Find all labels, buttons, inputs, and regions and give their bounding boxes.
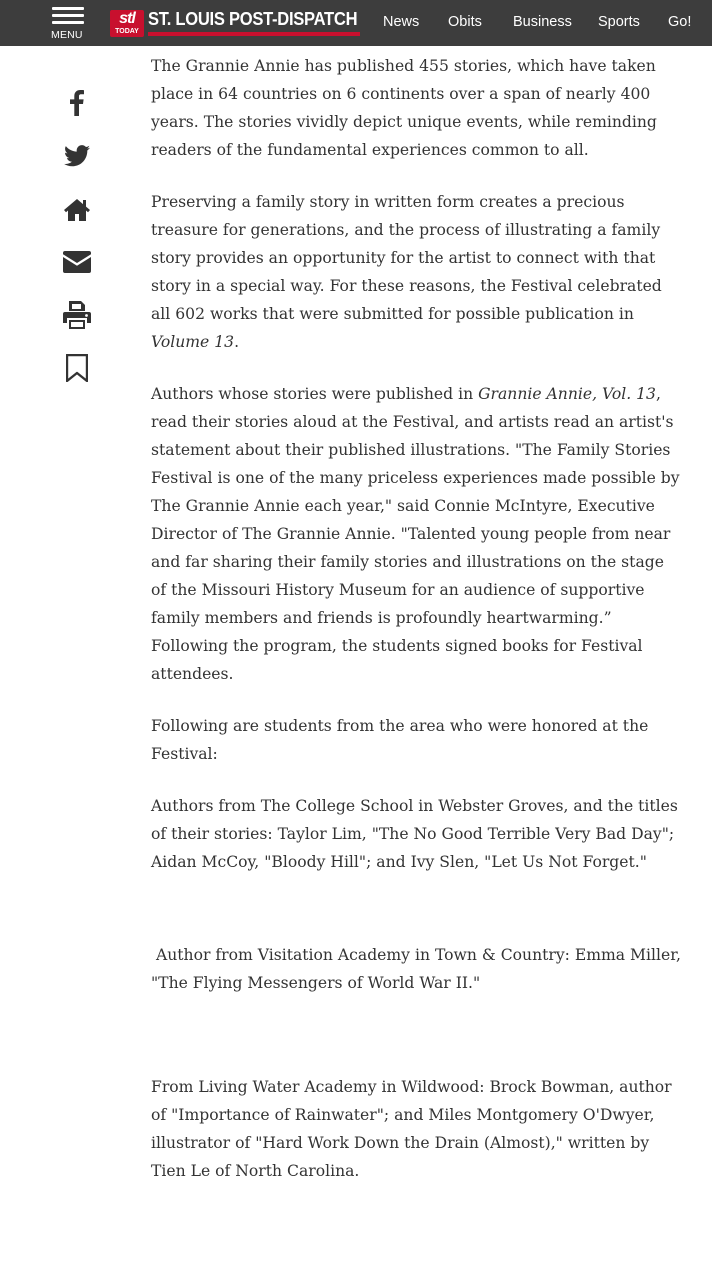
nav-item-obits[interactable]: Obits [448,14,482,30]
menu-button[interactable] [51,6,85,42]
article-paragraph-7: From Living Water Academy in Wildwood: Brock Bowman, author of "Importance of Rainwater"; and Miles Montgomery O'Dwyer, illustrator of "Hard Work Down the Drain (Almost)," written by Tien Le of North Carolina. [151,1078,672,1180]
article-paragraph-5: Authors from The College School in Webster Groves, and the titles of their stories: Taylor Lim, "The No Good Terrible Very Bad Day"; Aidan McCoy, "Bloody Hill"; and Ivy Slen, "Let Us Not Forget." [151,797,678,871]
print-button[interactable] [56,295,98,335]
article-body [151,52,681,1185]
bookmark-button[interactable] [56,348,98,388]
menu-label: MENU [51,29,83,41]
paragraph-2-end: . [234,333,240,351]
grannie-annie-vol-13-title: Grannie Annie, Vol. 13 [478,385,656,403]
hamburger-icon [52,6,84,26]
paragraph-3-rest: , read their stories aloud at the Festival, and artists read an artist's statement about their published illustrations. "The Family Stories Festival is one of the many priceless experiences made possible by The Grannie Annie each year," said Connie McIntyre, Executive Director of The Grannie Annie. "Talented young people from near and far sharing their family stories and illustrations on the stage of the Missouri History Museum for an audience of supportive family members and friends is profoundly heartwarming.” Following the program, the students signed books for Festival attendees. [151,385,680,683]
article-paragraph-2 [151,188,681,356]
email-icon [63,251,91,273]
top-navigation-bar [0,0,712,46]
article-paragraph-3 [151,380,681,688]
twitter-share-button[interactable] [56,136,98,176]
logo-underline [148,32,360,36]
twitter-icon [64,145,90,167]
facebook-share-button[interactable] [56,83,98,123]
nav-item-sports[interactable]: Sports [598,14,640,30]
facebook-icon [70,90,84,116]
badge-today-text: TODAY [115,28,139,35]
article-paragraph-6: Author from Visitation Academy in Town & Country: Emma Miller, "The Flying Messengers of World War II." [151,946,681,992]
paragraph-3-start: Authors whose stories were published in [151,385,479,403]
home-icon [63,197,91,221]
article-paragraph-1: The Grannie Annie has published 455 stories, which have taken place in 64 countries on 6 continents over a span of nearly 400 years. The stories vividly depict unique events, while reminding readers of the fundamental experiences common to all. [151,57,657,159]
nav-item-business[interactable]: Business [513,14,572,30]
print-icon [63,301,91,329]
site-logo[interactable] [110,9,362,39]
article-paragraph-4: Following are students from the area who were honored at the Festival: [151,717,649,763]
volume-13-title: Volume 13 [151,333,235,351]
nav-item-news[interactable]: News [383,14,420,30]
badge-stl-text: stl [119,10,135,27]
bookmark-icon [66,354,88,382]
site-name: ST. LOUIS POST-DISPATCH [148,9,358,29]
nav-item-go[interactable]: Go! [668,14,692,30]
home-button[interactable] [56,189,98,229]
email-share-button[interactable] [56,242,98,282]
paragraph-2-text: Preserving a family story in written form creates a precious treasure for generations, and the process of illustrating a family story provides an opportunity for the artist to connect with that story in a special way. For these reasons, the Festival celebrated all 602 works that were submitted for possible publication in [151,193,662,323]
stltoday-badge [110,10,144,37]
